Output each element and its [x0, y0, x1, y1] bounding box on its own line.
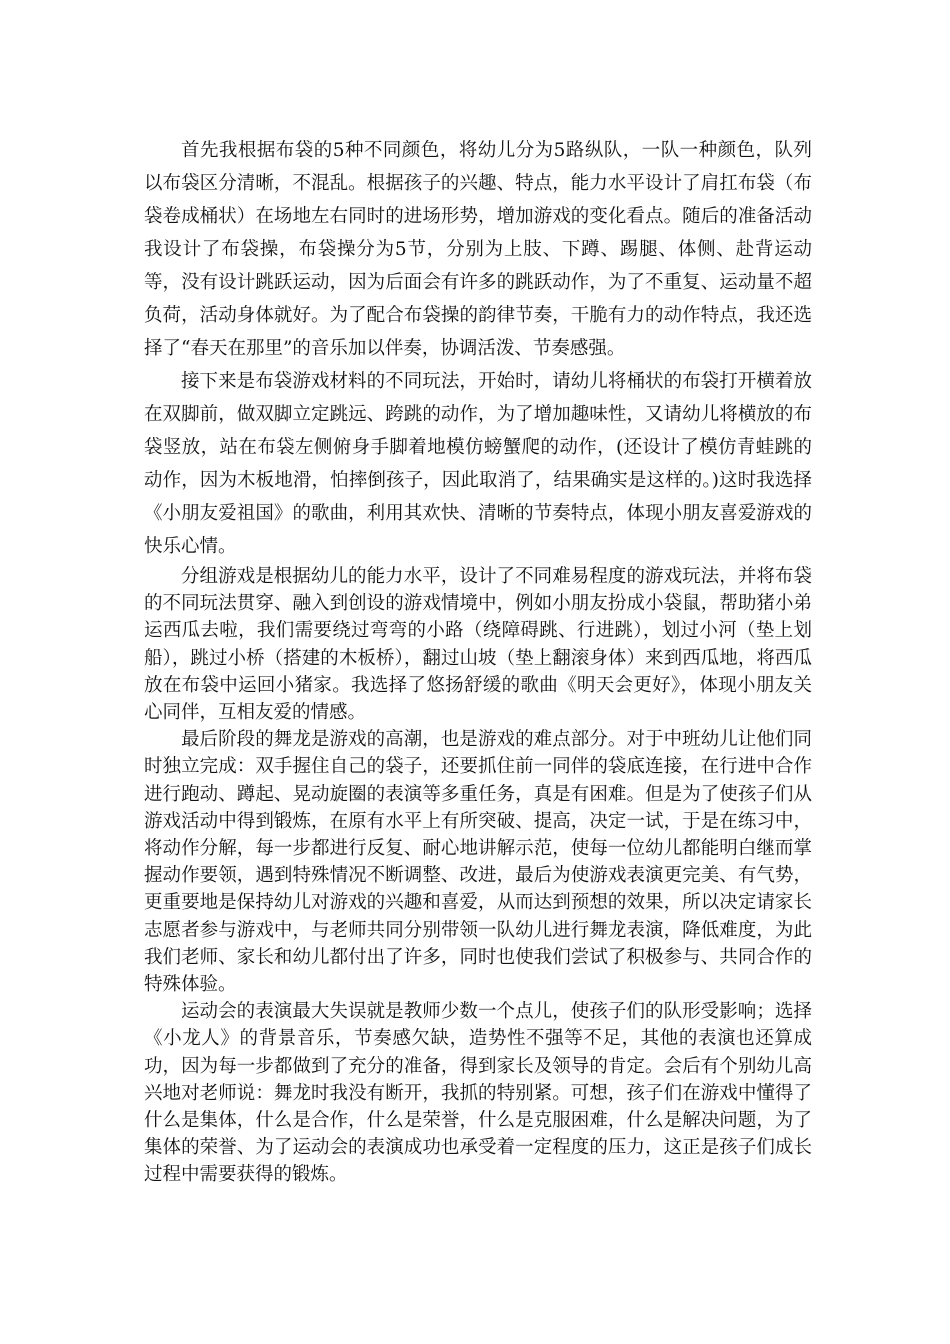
paragraph-4: 最后阶段的舞龙是游戏的高潮，也是游戏的难点部分。对于中班幼儿让他们同时独立完成：双手握住自己的袋子，还要抓住前一同伴的袋底连接，在行进中合作进行跑动、蹲起、晃动旋圈的表演等多重任务，真是有困难。但是为了使孩子们从游戏活动中得到锻炼，在原有水平上有所突破、提高，决定一试，于是在练习中，将动作分解，每一步都进行反复、耐心地讲解示范，使每一位幼儿都能明白继而掌握动作要领，遇到特殊情况不断调整、改进，最后为使游戏表演更完美、有气势，更重要地是保持幼儿对游戏的兴趣和喜爱，从而达到预想的效果，所以决定请家长志愿者参与游戏中，与老师共同分别带领一队幼儿进行舞龙表演，降低难度，为此我们老师、家长和幼儿都付出了许多，同时也使我们尝试了积极参与、共同合作的特殊体验。 [144, 729, 812, 996]
paragraph-5: 运动会的表演最大失误就是教师少数一个点儿，使孩子们的队形受影响；选择《小龙人》的背景音乐，节奏感欠缺，造势性不强等不足，其他的表演也还算成功，因为每一步都做到了充分的准备，得到家长及领导的肯定。会后有个别幼儿高兴地对老师说：舞龙时我没有断开，我抓的特别紧。可想，孩子们在游戏中懂得了什么是集体，什么是合作，什么是荣誉，什么是克服困难，什么是解决问题，为了集体的荣誉、为了运动会的表演成功也承受着一定程度的压力，这正是孩子们成长过程中需要获得的锻炼。 [144, 1001, 812, 1186]
paragraph-3: 分组游戏是根据幼儿的能力水平，设计了不同难易程度的游戏玩法，并将布袋的不同玩法贯穿、融入到创设的游戏情境中，例如小朋友扮成小袋鼠，帮助猪小弟运西瓜去啦，我们需要绕过弯弯的小路（绕障碍跳、行进跳），划过小河（垫上划船），跳过小桥（搭建的木板桥），翻过山坡（垫上翻滚身体）来到西瓜地，将西瓜放在布袋中运回小猪家。我选择了悠扬舒缓的歌曲《明天会更好》，体现小朋友关心同伴，互相友爱的情感。 [144, 566, 812, 724]
document-body [144, 134, 812, 1189]
paragraph-2: 接下来是布袋游戏材料的不同玩法，开始时，请幼儿将桶状的布袋打开横着放在双脚前，做双脚立定跳远、跨跳的动作，为了增加趣味性，又请幼儿将横放的布袋竖放，站在布袋左侧俯身手脚着地模仿螃蟹爬的动作，(还设计了模仿青蛙跳的动作，因为木板地滑，怕摔倒孩子，因此取消了，结果确实是这样的。)这时我选择《小朋友爱祖国》的歌曲，利用其欢快、清晰的节奏特点，体现小朋友喜爱游戏的快乐心情。 [144, 371, 812, 557]
paragraph-1: 首先我根据布袋的5种不同颜色，将幼儿分为5路纵队，一队一种颜色，队列以布袋区分清晰，不混乱。根据孩子的兴趣、特点，能力水平设计了肩扛布袋（布袋卷成桶状）在场地左右同时的进场形势，增加游戏的变化看点。随后的准备活动我设计了布袋操，布袋操分为5节，分别为上肢、下蹲、踢腿、体侧、赴背运动等，没有设计跳跃运动，因为后面会有许多的跳跃动作，为了不重复、运动量不超负荷，活动身体就好。为了配合布袋操的韵律节奏，干脆有力的动作特点，我还选择了“春天在那里”的音乐加以伴奏，协调活泼、节奏感强。 [144, 140, 812, 359]
